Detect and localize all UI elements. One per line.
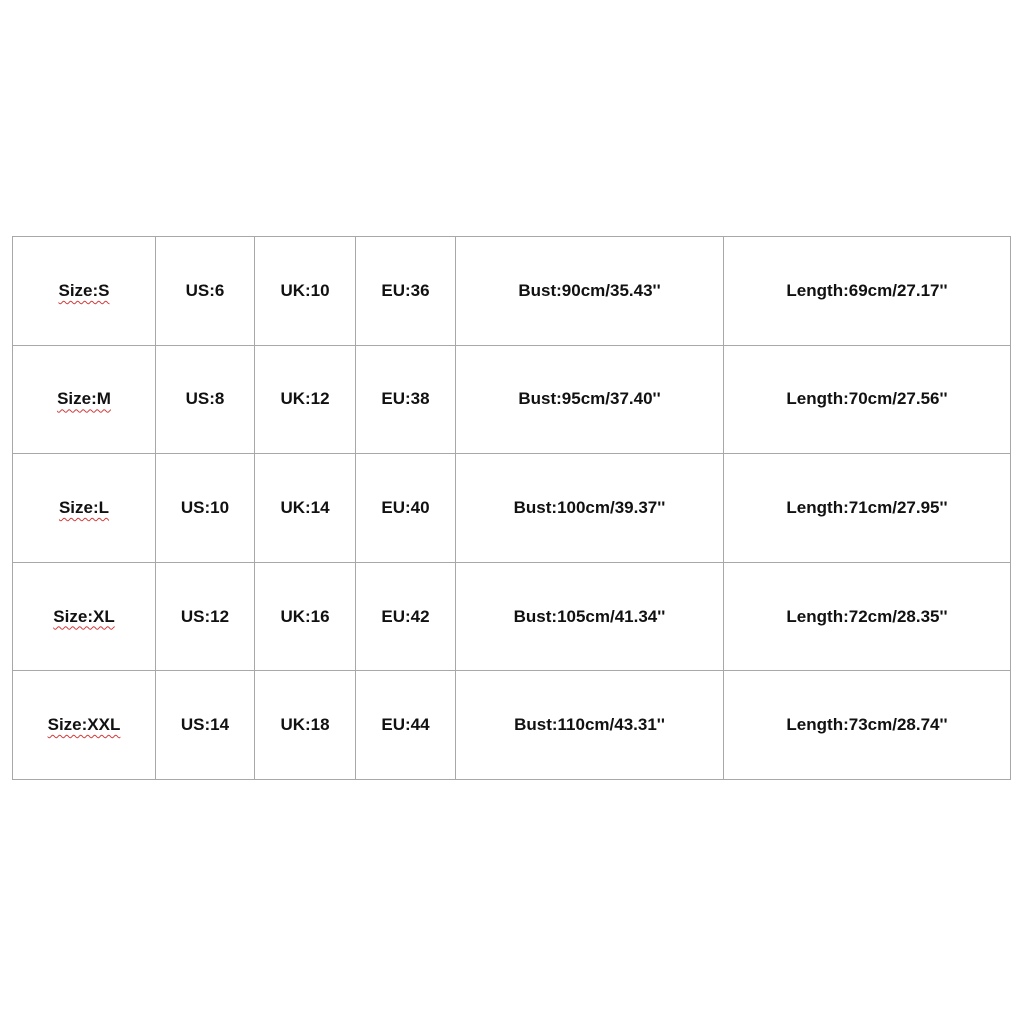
size-cell: [13, 454, 156, 563]
size-cell: [13, 345, 156, 454]
size-cell: [13, 237, 156, 346]
uk-size-cell: UK:12: [255, 345, 356, 454]
size-chart-table: [12, 236, 1011, 780]
size-label: Size:S: [58, 280, 110, 300]
uk-size-cell: UK:10: [255, 237, 356, 346]
size-label: Size:M: [57, 389, 111, 409]
table-row: [13, 237, 1011, 346]
bust-cell: Bust:100cm/39.37'': [456, 454, 724, 563]
size-cell: [13, 671, 156, 780]
us-size-cell: US:14: [156, 671, 255, 780]
us-size-cell: US:12: [156, 562, 255, 671]
us-size-cell: US:6: [156, 237, 255, 346]
us-size-cell: US:8: [156, 345, 255, 454]
table-row: [13, 562, 1011, 671]
bust-cell: Bust:105cm/41.34'': [456, 562, 724, 671]
length-cell: Length:73cm/28.74'': [724, 671, 1011, 780]
us-size-cell: US:10: [156, 454, 255, 563]
size-label: Size:XL: [53, 606, 115, 626]
bust-cell: Bust:95cm/37.40'': [456, 345, 724, 454]
table-row: [13, 454, 1011, 563]
bust-cell: Bust:110cm/43.31'': [456, 671, 724, 780]
eu-size-cell: EU:40: [356, 454, 456, 563]
size-label: Size:XXL: [47, 715, 121, 735]
table-row: [13, 345, 1011, 454]
eu-size-cell: EU:36: [356, 237, 456, 346]
length-cell: Length:71cm/27.95'': [724, 454, 1011, 563]
size-label: Size:L: [58, 497, 110, 517]
size-cell: [13, 562, 156, 671]
table-row: [13, 671, 1011, 780]
eu-size-cell: EU:38: [356, 345, 456, 454]
uk-size-cell: UK:14: [255, 454, 356, 563]
length-cell: Length:70cm/27.56'': [724, 345, 1011, 454]
length-cell: Length:72cm/28.35'': [724, 562, 1011, 671]
length-cell: Length:69cm/27.17'': [724, 237, 1011, 346]
eu-size-cell: EU:44: [356, 671, 456, 780]
uk-size-cell: UK:18: [255, 671, 356, 780]
uk-size-cell: UK:16: [255, 562, 356, 671]
eu-size-cell: EU:42: [356, 562, 456, 671]
bust-cell: Bust:90cm/35.43'': [456, 237, 724, 346]
